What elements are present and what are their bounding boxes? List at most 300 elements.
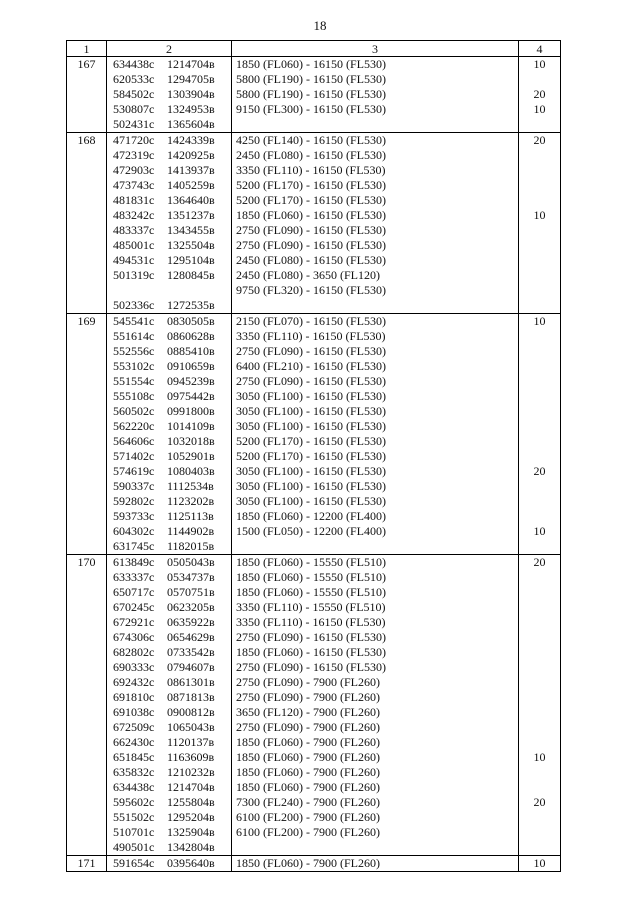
coordinate-cell — [107, 449, 232, 464]
longitude-value: 1214704в — [167, 780, 215, 794]
altitude-range-cell: 1850 (FL060) - 12200 (FL400) — [232, 509, 519, 524]
coordinate-cell — [107, 87, 232, 102]
table-row — [67, 509, 561, 524]
longitude-value: 1294705в — [167, 72, 215, 86]
value-cell — [519, 615, 561, 630]
table-row — [67, 148, 561, 163]
coordinate-cell — [107, 283, 232, 298]
latitude-value: 682802с — [113, 645, 155, 659]
altitude-range-cell: 2750 (FL090) - 7900 (FL260) — [232, 720, 519, 735]
table-row — [67, 223, 561, 238]
value-cell: 20 — [519, 87, 561, 102]
latitude-value: 494531с — [113, 253, 155, 267]
coordinate-cell — [107, 253, 232, 268]
value-cell — [519, 283, 561, 298]
latitude-value: 620533с — [113, 72, 155, 86]
latitude-value: 634438с — [113, 57, 155, 71]
row-number-cell — [67, 193, 107, 208]
latitude-value: 571402с — [113, 449, 155, 463]
altitude-range-cell: 2750 (FL090) - 16150 (FL530) — [232, 660, 519, 675]
altitude-range-cell: 1850 (FL060) - 7900 (FL260) — [232, 765, 519, 780]
row-number-cell — [67, 735, 107, 750]
altitude-range-cell: 2450 (FL080) - 3650 (FL120) — [232, 268, 519, 283]
coordinate-cell — [107, 615, 232, 630]
longitude-value: 1413937в — [167, 163, 215, 177]
longitude-value: 0623205в — [167, 600, 215, 614]
row-number-cell — [67, 615, 107, 630]
row-number-cell — [67, 238, 107, 253]
value-cell — [519, 479, 561, 494]
table-row — [67, 856, 561, 872]
latitude-value: 604302с — [113, 524, 155, 538]
row-number-cell — [67, 660, 107, 675]
row-number-cell — [67, 374, 107, 389]
longitude-value: 0570751в — [167, 585, 215, 599]
table-row — [67, 238, 561, 253]
altitude-range-cell: 3650 (FL120) - 7900 (FL260) — [232, 705, 519, 720]
row-number-cell — [67, 825, 107, 840]
table-row — [67, 795, 561, 810]
coordinate-cell — [107, 825, 232, 840]
row-number-cell — [67, 208, 107, 223]
coordinate-cell — [107, 856, 232, 872]
value-cell: 10 — [519, 750, 561, 765]
table-row — [67, 208, 561, 223]
coordinate-cell — [107, 404, 232, 419]
row-number-cell — [67, 102, 107, 117]
table-row — [67, 298, 561, 314]
altitude-range-cell: 2150 (FL070) - 16150 (FL530) — [232, 314, 519, 330]
row-number-cell — [67, 810, 107, 825]
longitude-value: 0910659в — [167, 359, 215, 373]
table-row — [67, 479, 561, 494]
latitude-value: 551614с — [113, 329, 155, 343]
latitude-value: 473743с — [113, 178, 155, 192]
latitude-value: 485001с — [113, 238, 155, 252]
value-cell — [519, 765, 561, 780]
altitude-range-cell: 5200 (FL170) - 16150 (FL530) — [232, 193, 519, 208]
value-cell — [519, 449, 561, 464]
latitude-value: 551554с — [113, 374, 155, 388]
latitude-value: 631745с — [113, 539, 155, 553]
value-cell — [519, 148, 561, 163]
coordinate-cell — [107, 329, 232, 344]
table-row — [67, 524, 561, 539]
row-number-cell — [67, 434, 107, 449]
value-cell: 20 — [519, 795, 561, 810]
value-cell — [519, 585, 561, 600]
altitude-range-cell: 2450 (FL080) - 16150 (FL530) — [232, 253, 519, 268]
latitude-value: 590337с — [113, 479, 155, 493]
table-row — [67, 449, 561, 464]
longitude-value: 0654629в — [167, 630, 215, 644]
longitude-value: 0871813в — [167, 690, 215, 704]
latitude-value: 670245с — [113, 600, 155, 614]
row-number-cell — [67, 690, 107, 705]
value-cell — [519, 660, 561, 675]
altitude-range-cell: 7300 (FL240) - 7900 (FL260) — [232, 795, 519, 810]
row-number-cell — [67, 570, 107, 585]
row-number-cell — [67, 600, 107, 615]
coordinate-cell — [107, 57, 232, 73]
row-number-cell: 171 — [67, 856, 107, 872]
altitude-range-cell: 3350 (FL110) - 15550 (FL510) — [232, 600, 519, 615]
value-cell — [519, 645, 561, 660]
longitude-value: 1280845в — [167, 268, 215, 282]
table-row — [67, 840, 561, 856]
latitude-value: 672509с — [113, 720, 155, 734]
latitude-value: 650717с — [113, 585, 155, 599]
row-number-cell — [67, 268, 107, 283]
row-number-cell — [67, 479, 107, 494]
value-cell — [519, 404, 561, 419]
longitude-value: 0900812в — [167, 705, 215, 719]
longitude-value: 0635922в — [167, 615, 215, 629]
table-row — [67, 72, 561, 87]
table-row — [67, 630, 561, 645]
altitude-range-cell: 4250 (FL140) - 16150 (FL530) — [232, 133, 519, 149]
value-cell — [519, 690, 561, 705]
table-header — [67, 41, 561, 57]
latitude-value: 651845с — [113, 750, 155, 764]
coordinate-cell — [107, 660, 232, 675]
coordinate-cell — [107, 705, 232, 720]
latitude-value: 481831с — [113, 193, 155, 207]
table-row — [67, 419, 561, 434]
header-col-4: 4 — [519, 41, 561, 57]
coordinate-cell — [107, 735, 232, 750]
value-cell — [519, 780, 561, 795]
altitude-range-cell — [232, 298, 519, 314]
altitude-range-cell: 5800 (FL190) - 16150 (FL530) — [232, 72, 519, 87]
longitude-value: 1405259в — [167, 178, 215, 192]
longitude-value: 1123202в — [167, 494, 215, 508]
coordinate-cell — [107, 780, 232, 795]
longitude-value: 1325904в — [167, 825, 215, 839]
coordinate-cell — [107, 810, 232, 825]
coordinate-cell — [107, 600, 232, 615]
table-row — [67, 810, 561, 825]
longitude-value: 1052901в — [167, 449, 215, 463]
longitude-value: 0975442в — [167, 389, 215, 403]
latitude-value: 483337с — [113, 223, 155, 237]
longitude-value: 1144902в — [167, 524, 215, 538]
value-cell: 20 — [519, 555, 561, 571]
latitude-value: 553102с — [113, 359, 155, 373]
value-cell — [519, 268, 561, 283]
altitude-range-cell: 3350 (FL110) - 16150 (FL530) — [232, 163, 519, 178]
table-row — [67, 494, 561, 509]
value-cell: 10 — [519, 102, 561, 117]
latitude-value: 490501с — [113, 840, 155, 854]
value-cell — [519, 825, 561, 840]
table-row — [67, 117, 561, 133]
altitude-range-cell: 5800 (FL190) - 16150 (FL530) — [232, 87, 519, 102]
longitude-value: 1112534в — [167, 479, 214, 493]
altitude-range-cell: 2750 (FL090) - 16150 (FL530) — [232, 344, 519, 359]
value-cell — [519, 329, 561, 344]
row-number-cell — [67, 720, 107, 735]
row-number-cell — [67, 705, 107, 720]
table-row — [67, 615, 561, 630]
table-row — [67, 555, 561, 571]
altitude-range-cell: 3350 (FL110) - 16150 (FL530) — [232, 329, 519, 344]
value-cell — [519, 223, 561, 238]
longitude-value: 0505043в — [167, 555, 215, 569]
altitude-range-cell: 3050 (FL100) - 16150 (FL530) — [232, 419, 519, 434]
table-row — [67, 750, 561, 765]
longitude-value: 1163609в — [167, 750, 215, 764]
row-number-cell — [67, 223, 107, 238]
row-number-cell — [67, 464, 107, 479]
value-cell — [519, 238, 561, 253]
table-row — [67, 193, 561, 208]
value-cell: 10 — [519, 524, 561, 539]
row-number-cell — [67, 524, 107, 539]
coordinate-cell — [107, 419, 232, 434]
altitude-range-cell: 1850 (FL060) - 15550 (FL510) — [232, 585, 519, 600]
table-row — [67, 434, 561, 449]
value-cell — [519, 494, 561, 509]
altitude-range-cell: 6100 (FL200) - 7900 (FL260) — [232, 810, 519, 825]
coordinate-cell — [107, 344, 232, 359]
value-cell — [519, 434, 561, 449]
latitude-value: 551502с — [113, 810, 155, 824]
row-number-cell — [67, 585, 107, 600]
altitude-range-cell: 3050 (FL100) - 16150 (FL530) — [232, 494, 519, 509]
longitude-value: 0534737в — [167, 570, 215, 584]
row-number-cell — [67, 298, 107, 314]
longitude-value: 1295104в — [167, 253, 215, 267]
longitude-value: 0861301в — [167, 675, 215, 689]
table-row — [67, 283, 561, 298]
header-col-3: 3 — [232, 41, 519, 57]
longitude-value: 1032018в — [167, 434, 215, 448]
latitude-value: 674306с — [113, 630, 155, 644]
coordinate-cell — [107, 163, 232, 178]
row-number-cell — [67, 163, 107, 178]
table-row — [67, 404, 561, 419]
altitude-range-cell: 3050 (FL100) - 16150 (FL530) — [232, 464, 519, 479]
table-row — [67, 585, 561, 600]
value-cell — [519, 630, 561, 645]
table-row — [67, 780, 561, 795]
table-row — [67, 570, 561, 585]
coordinate-cell — [107, 795, 232, 810]
latitude-value: 552556с — [113, 344, 155, 358]
latitude-value: 592802с — [113, 494, 155, 508]
altitude-range-cell: 1850 (FL060) - 16150 (FL530) — [232, 208, 519, 223]
table-row — [67, 178, 561, 193]
row-number-cell — [67, 359, 107, 374]
value-cell — [519, 117, 561, 133]
altitude-range-cell: 3050 (FL100) - 16150 (FL530) — [232, 404, 519, 419]
table-body — [67, 57, 561, 872]
altitude-range-cell: 2750 (FL090) - 7900 (FL260) — [232, 675, 519, 690]
coordinate-cell — [107, 765, 232, 780]
row-number-cell — [67, 765, 107, 780]
latitude-value: 690333с — [113, 660, 155, 674]
table-row — [67, 329, 561, 344]
altitude-range-cell: 5200 (FL170) - 16150 (FL530) — [232, 434, 519, 449]
latitude-value: 691810с — [113, 690, 155, 704]
longitude-value: 1420925в — [167, 148, 215, 162]
coordinate-cell — [107, 479, 232, 494]
value-cell — [519, 675, 561, 690]
altitude-range-cell: 6100 (FL200) - 7900 (FL260) — [232, 825, 519, 840]
coordinate-cell — [107, 223, 232, 238]
row-number-cell: 169 — [67, 314, 107, 330]
coordinate-cell — [107, 208, 232, 223]
value-cell — [519, 344, 561, 359]
altitude-range-cell: 5200 (FL170) - 16150 (FL530) — [232, 449, 519, 464]
coordinate-cell — [107, 750, 232, 765]
value-cell — [519, 720, 561, 735]
longitude-value: 1080403в — [167, 464, 215, 478]
coordinate-cell — [107, 570, 232, 585]
coordinate-cell — [107, 690, 232, 705]
longitude-value: 1065043в — [167, 720, 215, 734]
altitude-range-cell: 2750 (FL090) - 16150 (FL530) — [232, 630, 519, 645]
value-cell — [519, 72, 561, 87]
coordinate-cell — [107, 268, 232, 283]
latitude-value: 633337с — [113, 570, 155, 584]
table-row — [67, 690, 561, 705]
latitude-value: 613849с — [113, 555, 155, 569]
table-row — [67, 102, 561, 117]
coordinate-cell — [107, 555, 232, 571]
table-row — [67, 675, 561, 690]
latitude-value: 530807с — [113, 102, 155, 116]
longitude-value: 1120137в — [167, 735, 215, 749]
coordinate-cell — [107, 102, 232, 117]
row-number-cell — [67, 253, 107, 268]
altitude-range-cell: 1850 (FL060) - 7900 (FL260) — [232, 735, 519, 750]
latitude-value: 672921с — [113, 615, 155, 629]
latitude-value: 555108с — [113, 389, 155, 403]
table-row — [67, 359, 561, 374]
row-number-cell — [67, 389, 107, 404]
row-number-cell: 170 — [67, 555, 107, 571]
coordinate-cell — [107, 645, 232, 660]
longitude-value: 0395640в — [167, 856, 215, 870]
value-cell: 20 — [519, 133, 561, 149]
latitude-value: 692432с — [113, 675, 155, 689]
altitude-range-cell: 2750 (FL090) - 16150 (FL530) — [232, 223, 519, 238]
longitude-value: 1303904в — [167, 87, 215, 101]
row-number-cell — [67, 645, 107, 660]
longitude-value: 1125113в — [167, 509, 214, 523]
coordinate-cell — [107, 298, 232, 314]
longitude-value: 0860628в — [167, 329, 215, 343]
header-col-1: 1 — [67, 41, 107, 57]
value-cell — [519, 163, 561, 178]
altitude-range-cell: 2750 (FL090) - 16150 (FL530) — [232, 374, 519, 389]
value-cell: 20 — [519, 464, 561, 479]
longitude-value: 1343455в — [167, 223, 215, 237]
coordinate-cell — [107, 117, 232, 133]
table-row — [67, 539, 561, 555]
row-number-cell — [67, 329, 107, 344]
altitude-range-cell: 2750 (FL090) - 7900 (FL260) — [232, 690, 519, 705]
table-row — [67, 660, 561, 675]
value-cell — [519, 810, 561, 825]
longitude-value: 1324953в — [167, 102, 215, 116]
coordinate-cell — [107, 178, 232, 193]
table-row — [67, 57, 561, 73]
longitude-value: 1182015в — [167, 539, 215, 553]
coordinate-cell — [107, 720, 232, 735]
altitude-range-cell: 1850 (FL060) - 15550 (FL510) — [232, 570, 519, 585]
row-number-cell — [67, 117, 107, 133]
altitude-range-cell: 1850 (FL060) - 7900 (FL260) — [232, 750, 519, 765]
latitude-value: 562220с — [113, 419, 155, 433]
value-cell — [519, 600, 561, 615]
coordinate-cell — [107, 193, 232, 208]
value-cell: 10 — [519, 856, 561, 872]
altitude-range-cell: 2450 (FL080) - 16150 (FL530) — [232, 148, 519, 163]
latitude-value: 471720с — [113, 133, 155, 147]
altitude-range-cell: 1850 (FL060) - 7900 (FL260) — [232, 856, 519, 872]
table-row — [67, 389, 561, 404]
row-number-cell — [67, 72, 107, 87]
row-number-cell — [67, 509, 107, 524]
coordinate-cell — [107, 133, 232, 149]
latitude-value: 472319с — [113, 148, 155, 162]
coordinate-cell — [107, 389, 232, 404]
latitude-value: 574619с — [113, 464, 155, 478]
latitude-value: 545541с — [113, 314, 155, 328]
value-cell — [519, 298, 561, 314]
latitude-value: 634438с — [113, 780, 155, 794]
longitude-value: 1364640в — [167, 193, 215, 207]
airspace-table — [66, 40, 561, 872]
table-row — [67, 705, 561, 720]
altitude-range-cell: 9150 (FL300) - 16150 (FL530) — [232, 102, 519, 117]
value-cell — [519, 705, 561, 720]
row-number-cell — [67, 630, 107, 645]
latitude-value: 584502с — [113, 87, 155, 101]
longitude-value: 0991800в — [167, 404, 215, 418]
table-row — [67, 825, 561, 840]
altitude-range-cell — [232, 840, 519, 856]
coordinate-cell — [107, 238, 232, 253]
coordinate-cell — [107, 585, 232, 600]
coordinate-cell — [107, 524, 232, 539]
altitude-range-cell: 9750 (FL320) - 16150 (FL530) — [232, 283, 519, 298]
row-number-cell — [67, 344, 107, 359]
row-number-cell — [67, 795, 107, 810]
coordinate-cell — [107, 840, 232, 856]
table-row — [67, 374, 561, 389]
latitude-value: 510701с — [113, 825, 155, 839]
longitude-value: 1210232в — [167, 765, 215, 779]
value-cell: 10 — [519, 57, 561, 73]
table-row — [67, 464, 561, 479]
value-cell — [519, 178, 561, 193]
longitude-value: 0733542в — [167, 645, 215, 659]
longitude-value: 1424339в — [167, 133, 215, 147]
altitude-range-cell — [232, 117, 519, 133]
table-row — [67, 600, 561, 615]
coordinate-cell — [107, 630, 232, 645]
latitude-value: 593733с — [113, 509, 155, 523]
longitude-value: 0794607в — [167, 660, 215, 674]
latitude-value: 501319с — [113, 268, 155, 282]
table-row — [67, 253, 561, 268]
longitude-value: 1365604в — [167, 117, 215, 131]
row-number-cell — [67, 148, 107, 163]
